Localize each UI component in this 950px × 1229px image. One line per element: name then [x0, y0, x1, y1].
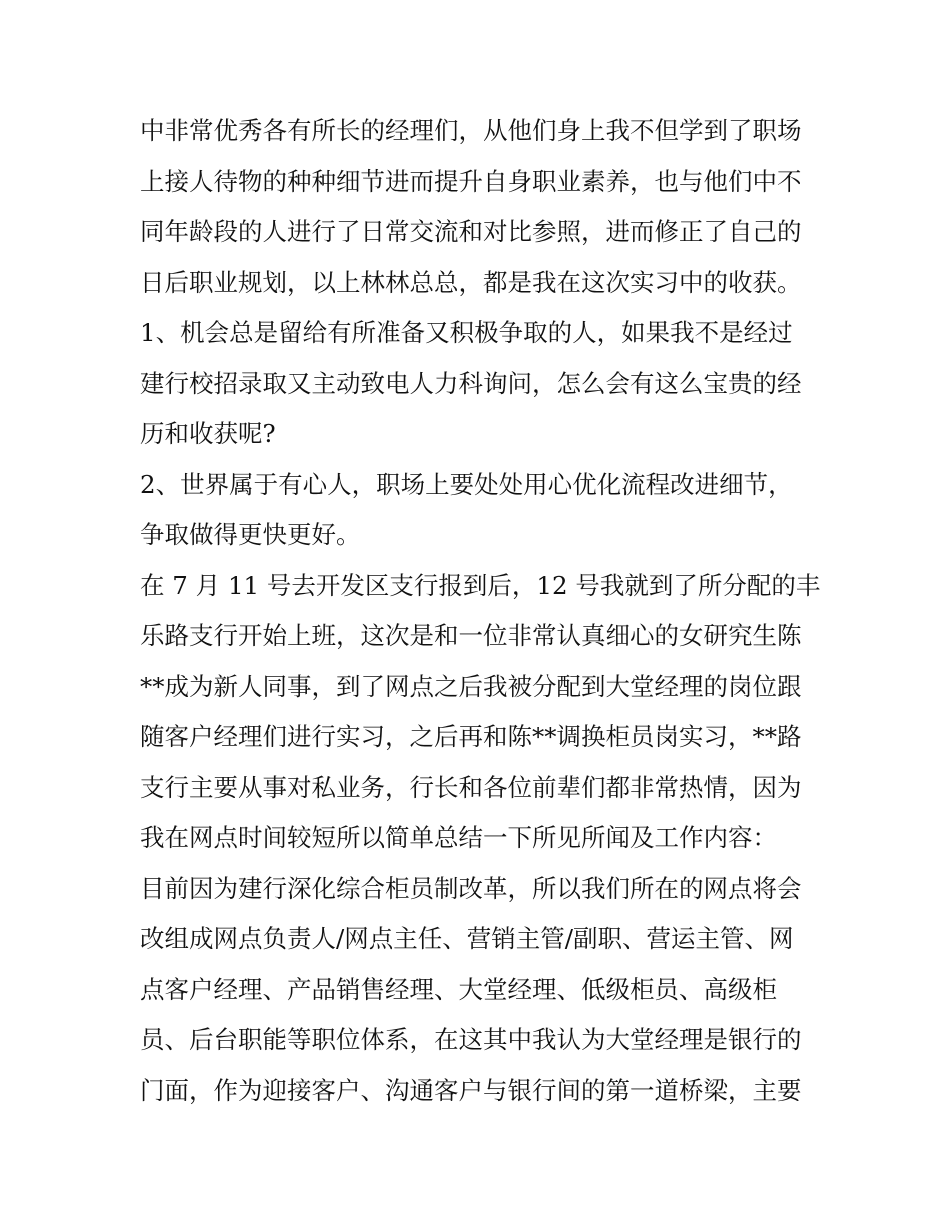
text-line: 改组成网点负责人/网点主任、营销主管/副职、营运主管、网: [140, 924, 794, 953]
text-line: 争取做得更快更好。: [140, 520, 361, 549]
text-line: 2、世界属于有心人，职场上要处处用心优化流程改进细节，: [140, 469, 793, 499]
text-line: 我在网点时间较短所以简单总结一下所见所闻及工作内容：: [140, 823, 777, 852]
text-line: 日后职业规划，以上林林总总，都是我在这次实习中的收获。: [140, 267, 802, 297]
text-line: 历和收获呢?: [140, 419, 276, 448]
text-line: 乐路支行开始上班，这次是和一位非常认真细心的女研究生陈: [140, 621, 802, 650]
text-line: 员、后台职能等职位体系，在这其中我认为大堂经理是银行的: [140, 1025, 802, 1054]
text-line: 1、机会总是留给有所准备又积极争取的人，如果我不是经过: [140, 318, 793, 347]
text-line: 门面，作为迎接客户、沟通客户与银行间的第一道桥梁，主要: [140, 1075, 802, 1105]
text-line: 同年龄段的人进行了日常交流和对比参照，进而修正了自己的: [140, 217, 802, 246]
text-line: 随客户经理们进行实习，之后再和陈**调换柜员岗实习，**路: [140, 722, 802, 751]
text-line: 建行校招录取又主动致电人力科询问，怎么会有这么宝贵的经: [140, 368, 802, 398]
text-line: 上接人待物的种种细节进而提升自身职业素养，也与他们中不: [140, 166, 802, 196]
text-line: 中非常优秀各有所长的经理们，从他们身上我不但学到了职场: [140, 116, 802, 145]
text-line: 在 7 月 11 号去开发区支行报到后，12 号我就到了所分配的丰: [140, 570, 821, 600]
text-line: 目前因为建行深化综合柜员制改革，所以我们所在的网点将会: [140, 873, 802, 903]
text-line: 支行主要从事对私业务，行长和各位前辈们都非常热情，因为: [140, 772, 802, 802]
body-text: [140, 106, 830, 1116]
text-line: **成为新人同事，到了网点之后我被分配到大堂经理的岗位跟: [140, 671, 802, 701]
text-line: 点客户经理、产品销售经理、大堂经理、低级柜员、高级柜: [140, 974, 777, 1004]
